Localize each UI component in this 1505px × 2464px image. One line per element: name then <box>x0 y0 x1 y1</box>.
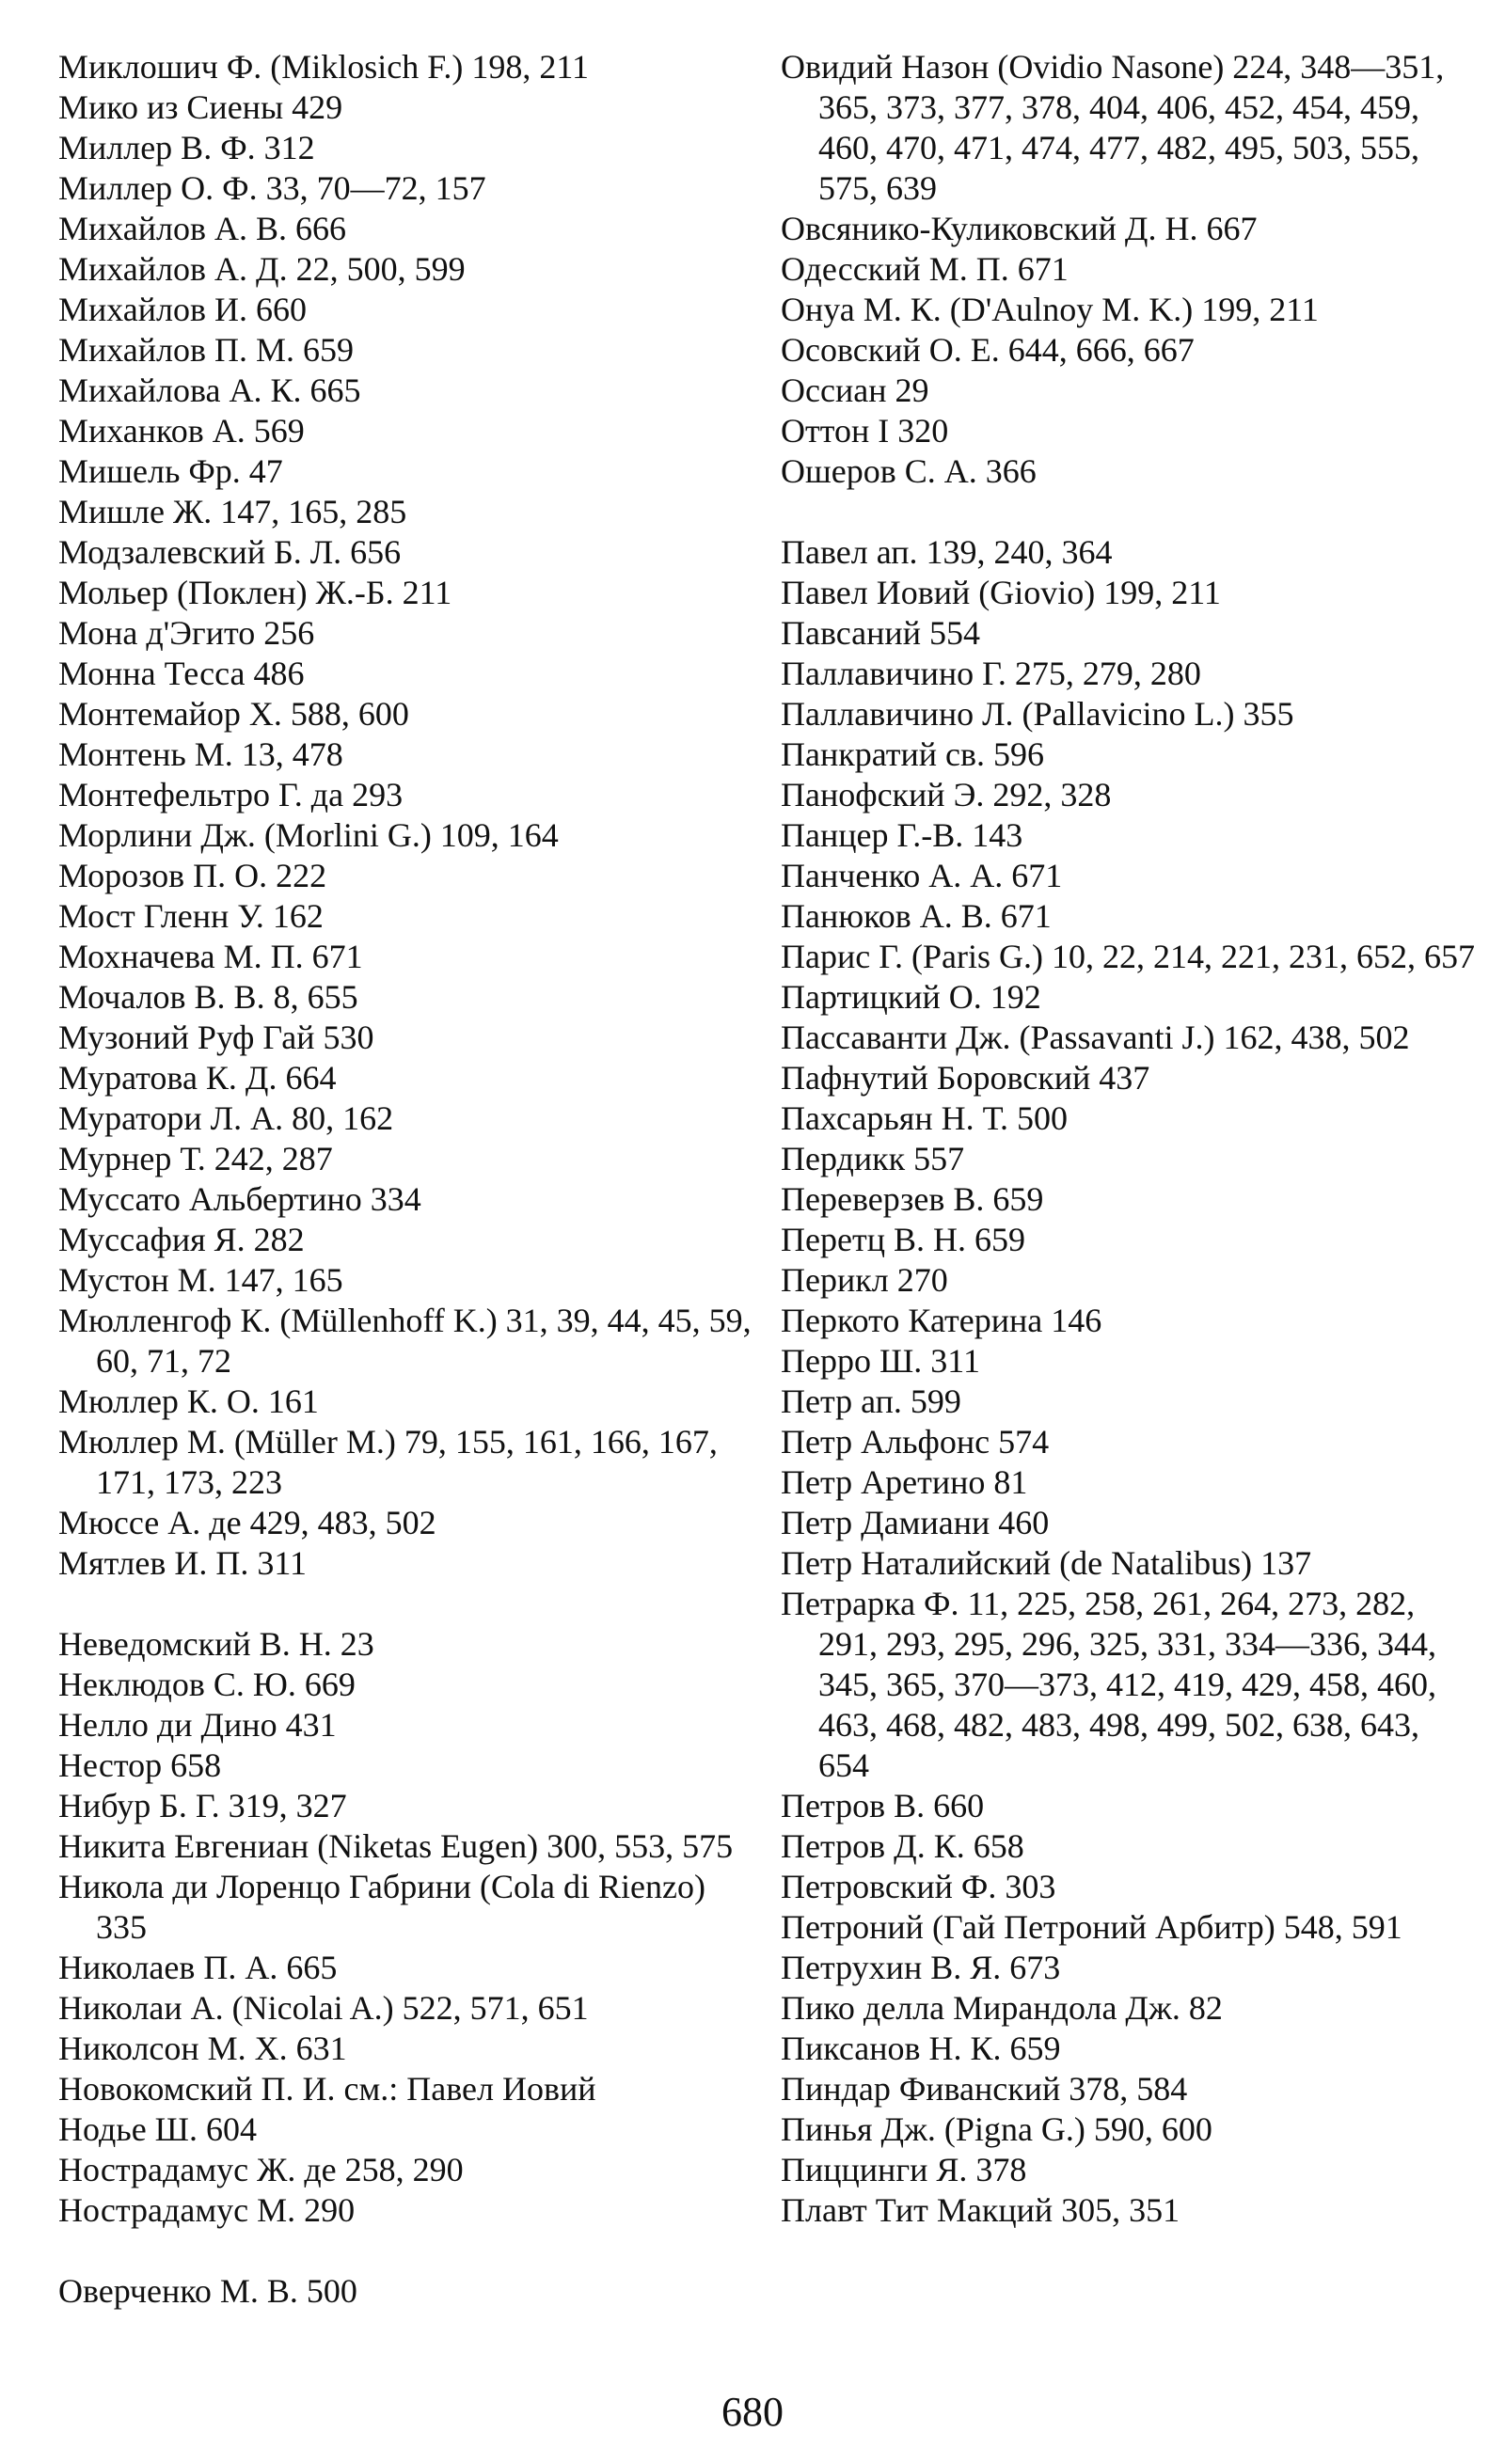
index-entry: Музоний Руф Гай 530 <box>58 1019 374 1056</box>
index-entry: Оссиан 29 <box>781 371 929 409</box>
section-gap <box>58 1584 754 1624</box>
index-entry: Пиксанов Н. К. 659 <box>781 2030 1061 2067</box>
index-entry: Одесский М. П. 671 <box>781 250 1069 288</box>
index-entry: Миханков А. 569 <box>58 412 305 450</box>
index-entry: Нострадамус Ж. де 258, 290 <box>58 2151 464 2188</box>
index-entry: Петровский Ф. 303 <box>781 1868 1056 1905</box>
index-entry: Никола ди Лоренцо Габрини (Cola di Rienzo) 335 <box>58 1868 705 1946</box>
index-entry: Перетц В. Н. 659 <box>781 1221 1025 1258</box>
index-entry: Нострадамус М. 290 <box>58 2191 356 2229</box>
index-entry: Монна Тесса 486 <box>58 655 305 692</box>
index-entry: Петров В. 660 <box>781 1787 985 1824</box>
index-entry: Пахсарьян Н. Т. 500 <box>781 1099 1068 1137</box>
index-entry: Монтень М. 13, 478 <box>58 735 343 773</box>
index-entry: Неклюдов С. Ю. 669 <box>58 1666 356 1703</box>
index-column-right <box>781 47 1477 2231</box>
index-entry: Муссафия Я. 282 <box>58 1221 305 1258</box>
index-entry: Мочалов В. В. 8, 655 <box>58 978 358 1016</box>
index-entry: Пиццинги Я. 378 <box>781 2151 1027 2188</box>
page-number: 680 <box>721 2389 784 2435</box>
index-entry: Перикл 270 <box>781 1261 948 1299</box>
index-entry: Модзалевский Б. Л. 656 <box>58 533 402 571</box>
index-entry: Морлини Дж. (Morlini G.) 109, 164 <box>58 816 559 854</box>
index-entry: Пинья Дж. (Pigna G.) 590, 600 <box>781 2110 1212 2148</box>
index-entry: Плавт Тит Макций 305, 351 <box>781 2191 1180 2229</box>
index-entry: Монтефельтро Г. да 293 <box>58 776 404 813</box>
index-entry: Мурнер Т. 242, 287 <box>58 1140 333 1177</box>
index-entry: Панченко А. А. 671 <box>781 857 1063 894</box>
index-entry: Петрарка Ф. 11, 225, 258, 261, 264, 273, 282, 291, 293, 295, 296, 325, 331, 334—336, 344, 345, 365, 370—373, 412, 419, 429, 458, 460, 463, 468, 482, 483, 498, 499, 502, 638, 643, 654 <box>781 1585 1436 1784</box>
index-entry: Миллер О. Ф. 33, 70—72, 157 <box>58 169 486 207</box>
index-entry: Муссато Альбертино 334 <box>58 1180 421 1218</box>
index-entry: Мольер (Поклен) Ж.-Б. 211 <box>58 574 452 611</box>
index-entry: Панофский Э. 292, 328 <box>781 776 1112 813</box>
index-entry: Панкратий св. 596 <box>781 735 1045 773</box>
index-entry: Петр Дамиани 460 <box>781 1504 1050 1541</box>
index-entry: Николсон М. Х. 631 <box>58 2030 347 2067</box>
index-entry: Мятлев И. П. 311 <box>58 1544 308 1582</box>
index-entry: Оттон I 320 <box>781 412 949 450</box>
index-entry: Муратова К. Д. 664 <box>58 1059 337 1097</box>
index-entry: Овидий Назон (Ovidio Nasone) 224, 348—351, 365, 373, 377, 378, 404, 406, 452, 454, 459, 460, 470, 471, 474, 477, 482, 495, 503, 555, 575, 639 <box>781 48 1445 207</box>
index-entry: Мохначева М. П. 671 <box>58 938 363 975</box>
index-entry: Петр Аретино 81 <box>781 1463 1028 1501</box>
index-entry: Нодье Ш. 604 <box>58 2110 257 2148</box>
index-entry: Перро Ш. 311 <box>781 1342 980 1380</box>
index-entry: Мюссе А. де 429, 483, 502 <box>58 1504 436 1541</box>
index-entry: Петр Наталийский (de Natalibus) 137 <box>781 1544 1312 1582</box>
index-entry: Павел Иовий (Giovio) 199, 211 <box>781 574 1221 611</box>
index-entry: Петр Альфонс 574 <box>781 1423 1050 1461</box>
index-entry: Монтемайор Х. 588, 600 <box>58 695 409 733</box>
index-entry: Мюлленгоф К. (Müllenhoff K.) 31, 39, 44, 45, 59, 60, 71, 72 <box>58 1302 752 1380</box>
index-entry: Неведомский В. Н. 23 <box>58 1625 374 1663</box>
index-entry: Петр ап. 599 <box>781 1382 961 1420</box>
index-entry: Пассаванти Дж. (Passavanti J.) 162, 438, 502 <box>781 1019 1410 1056</box>
index-entry: Партицкий О. 192 <box>781 978 1041 1016</box>
index-entry: Петров Д. К. 658 <box>781 1827 1024 1865</box>
index-entry: Онуа М. К. (D'Aulnoy M. K.) 199, 211 <box>781 291 1319 328</box>
index-entry: Парис Г. (Paris G.) 10, 22, 214, 221, 231, 652, 657 <box>781 938 1475 975</box>
index-entry: Переверзев В. 659 <box>781 1180 1044 1218</box>
index-entry: Николаев П. А. 665 <box>58 1949 338 1986</box>
index-entry: Морозов П. О. 222 <box>58 857 327 894</box>
index-entry: Нелло ди Дино 431 <box>58 1706 337 1744</box>
index-entry: Михайлов А. Д. 22, 500, 599 <box>58 250 466 288</box>
index-entry: Николаи А. (Nicolai A.) 522, 571, 651 <box>58 1989 589 2027</box>
index-entry: Оверченко М. В. 500 <box>58 2272 357 2310</box>
index-entry: Петрухин В. Я. 673 <box>781 1949 1061 1986</box>
index-entry: Осовский О. Е. 644, 666, 667 <box>781 331 1195 369</box>
section-gap <box>781 492 1477 532</box>
index-entry: Пердикк 557 <box>781 1140 965 1177</box>
index-entry: Овсянико-Куликовский Д. Н. 667 <box>781 210 1258 247</box>
index-entry: Мона д'Эгито 256 <box>58 614 315 652</box>
index-entry: Перкото Катерина 146 <box>781 1302 1102 1339</box>
index-entry: Новокомский П. И. см.: Павел Иовий <box>58 2070 596 2108</box>
index-entry: Никита Евгениан (Niketas Eugen) 300, 553, 575 <box>58 1827 734 1865</box>
index-entry: Нибур Б. Г. 319, 327 <box>58 1787 347 1824</box>
index-entry: Петроний (Гай Петроний Арбитр) 548, 591 <box>781 1908 1402 1946</box>
index-entry: Мост Гленн У. 162 <box>58 897 324 935</box>
index-entry: Пико делла Мирандола Дж. 82 <box>781 1989 1223 2027</box>
index-entry: Миллер В. Ф. 312 <box>58 129 315 166</box>
index-entry: Мюллер К. О. 161 <box>58 1382 319 1420</box>
index-entry: Нестор 658 <box>58 1746 222 1784</box>
index-entry: Мюллер М. (Müller M.) 79, 155, 161, 166, 167, 171, 173, 223 <box>58 1423 718 1501</box>
index-entry: Павсаний 554 <box>781 614 980 652</box>
index-entry: Павел ап. 139, 240, 364 <box>781 533 1113 571</box>
index-entry: Миклошич Ф. (Miklosich F.) 198, 211 <box>58 48 590 86</box>
index-entry: Панцер Г.-В. 143 <box>781 816 1023 854</box>
index-entry: Михайлов А. В. 666 <box>58 210 347 247</box>
index-entry: Мишель Фр. 47 <box>58 452 283 490</box>
index-entry: Паллавичино Л. (Pallavicino L.) 355 <box>781 695 1294 733</box>
index-entry: Михайлов П. М. 659 <box>58 331 355 369</box>
index-entry: Мишле Ж. 147, 165, 285 <box>58 493 407 530</box>
index-entry: Мико из Сиены 429 <box>58 88 343 126</box>
section-gap <box>58 2231 754 2271</box>
index-entry: Ошеров С. А. 366 <box>781 452 1037 490</box>
index-entry: Михайлова А. К. 665 <box>58 371 361 409</box>
index-entry: Михайлов И. 660 <box>58 291 308 328</box>
index-entry: Мустон М. 147, 165 <box>58 1261 343 1299</box>
index-entry: Панюков А. В. 671 <box>781 897 1052 935</box>
index-column-left <box>58 47 754 2312</box>
index-entry: Пиндар Фиванский 378, 584 <box>781 2070 1188 2108</box>
index-entry: Пафнутий Боровский 437 <box>781 1059 1150 1097</box>
index-entry: Муратори Л. А. 80, 162 <box>58 1099 394 1137</box>
index-entry: Паллавичино Г. 275, 279, 280 <box>781 655 1201 692</box>
